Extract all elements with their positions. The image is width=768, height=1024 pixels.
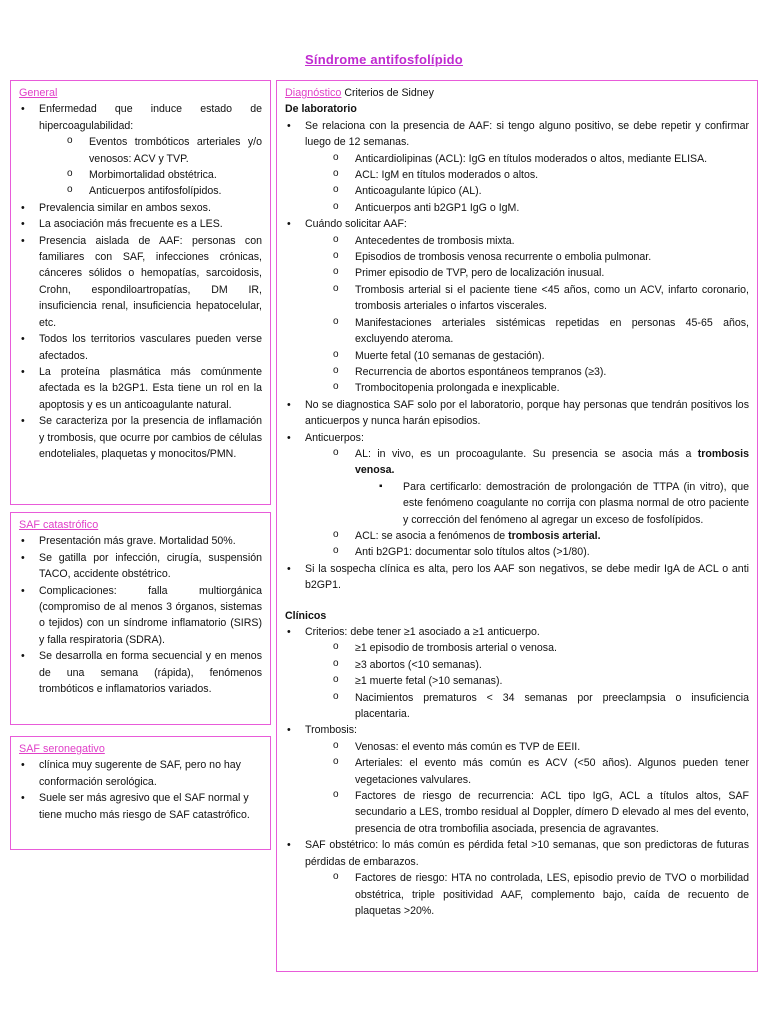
list-item-text: Suele ser más agresivo que el SAF normal y tiene mucho más riesgo de SAF catastrófico.: [39, 792, 250, 821]
list-item: [19, 790, 262, 823]
lab-subtitle: De laboratorio: [285, 103, 357, 116]
lab-list: [285, 118, 749, 594]
list-item-text: Para certificarlo: demostración de prolongación de TTPA (in vitro), que este fenómeno coagulante no corrija con plasma normal de otro paciente y corrección del fenómeno al agregar un exceso de fosfolípidos.: [403, 480, 749, 526]
list-item-text: Eventos trombóticos arteriales y/o venosos: ACV y TVP.: [89, 136, 262, 165]
list-item-text: Manifestaciones arteriales sistémicas repetidas en personas 45-65 años, excluyendo ateroma.: [355, 316, 749, 346]
list-item-text: Se gatilla por infección, cirugía, suspensión TACO, accidente obstétrico.: [39, 551, 262, 581]
list-item-text: Nacimientos prematuros < 34 semanas por preeclampsia o insuficiencia placentaria.: [355, 691, 749, 721]
list-item: [19, 648, 262, 697]
list-item: [285, 315, 749, 348]
list-item: [285, 657, 749, 673]
list-item: [285, 739, 749, 755]
list-item: [285, 624, 749, 640]
list-item-text: ≥1 episodio de trombosis arterial o venosa.: [355, 642, 557, 655]
list-item-text: La proteína plasmática más comúnmente afectada es la b2GP1. Esta tiene un rol en la apoptosis y es un anticoagulante natural.: [39, 365, 262, 411]
list-item: [285, 233, 749, 249]
list-item-text: La asociación más frecuente es a LES.: [39, 218, 223, 231]
list-item-text: Cuándo solicitar AAF:: [305, 218, 407, 231]
list-item: [285, 183, 749, 199]
list-item-text: Presencia aislada de AAF: personas con familiares con SAF, infecciones crónicas, cánceres sólidos o hemopatías, sarcoidosis, Crohn, espondiloartropatías, DM IR, insuficiencia renal, insuficiencia hepatocelular, etc.: [39, 234, 262, 329]
seronegativo-list: [19, 757, 262, 823]
list-item-text: Trombosis arterial si el paciente tiene <45 años, como un ACV, infarto coronario, trombosis arteriales o infartos viscerales.: [355, 283, 749, 313]
list-item: [19, 364, 262, 413]
list-item-text: AL: in vivo, es un procoagulante. Su presencia se asocia más a: [355, 447, 698, 460]
list-item: [285, 690, 749, 723]
list-item-text: Muerte fetal (10 semanas de gestación).: [355, 349, 545, 362]
list-item: [285, 544, 749, 560]
general-box: [10, 80, 271, 505]
list-item: [285, 722, 749, 738]
list-item: [285, 249, 749, 265]
list-item-text: Trombocitopenia prolongada e inexplicable.: [355, 382, 560, 395]
list-item-text: Se caracteriza por la presencia de inflamación y trombosis, que ocurre por cambios de células endoteliales, plaquetas y monocitos/PMN.: [39, 415, 262, 460]
list-item-text: Criterios: debe tener ≥1 asociado a ≥1 anticuerpo.: [305, 626, 540, 638]
list-item: [19, 200, 262, 216]
list-item-text: Arteriales: el evento más común es ACV (<50 años). Algunos pueden tener vegetaciones valvulares.: [355, 757, 749, 786]
list-item: [285, 364, 749, 380]
list-item-text: Prevalencia similar en ambos sexos.: [39, 201, 211, 214]
list-item: [19, 413, 262, 462]
list-item-text: Se desarrolla en forma secuencial y en menos de una semana (rápida), fenómenos trombóticos e inflamatorios variados.: [39, 650, 262, 696]
list-item-text: ≥3 abortos (<10 semanas).: [355, 658, 482, 671]
list-item: [19, 533, 262, 549]
list-item-text: Factores de riesgo: HTA no controlada, LES, episodio previo de TVO o morbilidad obstétrica, triple positividad AAF, complemento bajo, caída de recuento de plaquetas >20%.: [355, 872, 749, 917]
list-item: [285, 380, 749, 396]
list-item-text: Episodios de trombosis venosa recurrente o embolia pulmonar.: [355, 251, 652, 264]
diagnostico-heading: Diagnóstico: [285, 87, 342, 99]
page-title: Síndrome antifosfolípido: [305, 52, 463, 67]
list-item: [285, 118, 749, 151]
list-item-text: Anticardiolipinas (ACL): IgG en títulos moderados o altos, mediante ELISA.: [355, 152, 708, 165]
list-item: [285, 755, 749, 788]
list-item: [285, 167, 749, 183]
list-item: [285, 870, 749, 919]
list-item-text: clínica muy sugerente de SAF, pero no hay conformación serológica.: [39, 759, 241, 788]
list-item-text: ≥1 muerte fetal (>10 semanas).: [355, 675, 503, 688]
list-item-text: Antecedentes de trombosis mixta.: [355, 234, 515, 247]
list-item: [285, 282, 749, 315]
list-item-text: Venosas: el evento más común es TVP de EEII.: [355, 740, 581, 753]
clin-list: [285, 624, 749, 919]
list-item-text: Todos los territorios vasculares pueden verse afectados.: [39, 333, 262, 362]
list-item-text: Anti b2GP1: documentar solo títulos altos (>1/80).: [355, 546, 590, 559]
catastrofico-list: [19, 533, 262, 697]
list-item-text: Morbimortalidad obstétrica.: [89, 169, 217, 182]
diagnostico-heading-suffix: Criterios de Sidney: [341, 87, 434, 99]
catastrofico-heading: SAF catastrófico: [19, 519, 99, 531]
list-item: [19, 134, 262, 167]
list-item: [285, 430, 749, 446]
general-list: [19, 101, 262, 462]
list-item-text: Presentación más grave. Mortalidad 50%.: [39, 535, 236, 548]
general-heading: General: [19, 87, 58, 99]
list-item-text: Enfermedad que induce estado de hipercoagulabilidad:: [39, 103, 262, 132]
list-item: [285, 151, 749, 167]
list-item: [19, 233, 262, 331]
list-item-text: Anticoagulante lúpico (AL).: [355, 185, 482, 198]
list-item: [19, 101, 262, 134]
list-item-text: Anticuerpos anti b2GP1 IgG o IgM.: [355, 201, 520, 214]
list-item: [285, 348, 749, 364]
list-item-text: SAF obstétrico: lo más común es pérdida fetal >10 semanas, que son predictoras de futuras pérdidas de embarazos.: [305, 839, 749, 868]
saf-catastrofico-box: [10, 512, 271, 725]
list-item-text: Primer episodio de TVP, pero de localización inusual.: [355, 267, 605, 280]
list-item: [285, 446, 749, 479]
saf-seronegativo-box: [10, 736, 271, 850]
list-item-text: Complicaciones: falla multiorgánica (compromiso de al menos 3 órganos, sistemas o tejidos) con un síndrome inflamatorio (SIRS) y falla respiratoria (SDRA).: [39, 584, 262, 646]
list-item-text: No se diagnostica SAF solo por el laboratorio, porque hay personas que tendrán positivos los anticuerpos y nunca harán episodios.: [305, 398, 749, 428]
list-item: [19, 583, 262, 649]
seronegativo-heading: SAF seronegativo: [19, 743, 105, 755]
list-item-bold-text: trombosis venosa.: [355, 447, 749, 477]
list-item: [19, 550, 262, 583]
list-item: [19, 757, 262, 790]
list-item: [285, 479, 749, 528]
list-item-text: Si la sospecha clínica es alta, pero los AAF son negativos, se debe medir IgA de ACL o anti b2GP1.: [305, 562, 749, 592]
list-item: [19, 216, 262, 232]
list-item-bold-text: trombosis arterial.: [508, 529, 601, 542]
list-item: [285, 528, 749, 544]
list-item: [285, 265, 749, 281]
list-item-text: Se relaciona con la presencia de AAF: si tengo alguno positivo, se debe repetir y confirmar luego de 12 semanas.: [305, 119, 749, 149]
list-item-text: Anticuerpos antifosfolípidos.: [89, 185, 222, 198]
list-item: [285, 216, 749, 232]
clin-subtitle: Clínicos: [285, 609, 327, 622]
list-item: [285, 561, 749, 594]
list-item: [285, 673, 749, 689]
list-item-text: Trombosis:: [305, 724, 357, 737]
list-item-text: ACL: IgM en títulos moderados o altos.: [355, 169, 539, 182]
list-item: [285, 788, 749, 837]
list-item: [19, 167, 262, 183]
list-item-text: Factores de riesgo de recurrencia: ACL tipo IgG, ACL a títulos altos, SAF secundario a LES, trombo residual al Doppler, dímero D elevado al mes del evento, presencia de otra trombofilia asociada, presencia de agravantes.: [355, 790, 749, 835]
list-item: [285, 397, 749, 430]
diagnostico-header: [285, 85, 749, 101]
list-item-text: Anticuerpos:: [305, 431, 364, 444]
list-item: [285, 837, 749, 870]
list-item: [285, 640, 749, 656]
list-item: [19, 183, 262, 199]
list-item: [285, 200, 749, 216]
list-item: [19, 331, 262, 364]
list-item-text: Recurrencia de abortos espontáneos tempranos (≥3).: [355, 365, 607, 378]
diagnostico-box: [276, 80, 758, 972]
list-item-text: ACL: se asocia a fenómenos de: [355, 529, 509, 542]
